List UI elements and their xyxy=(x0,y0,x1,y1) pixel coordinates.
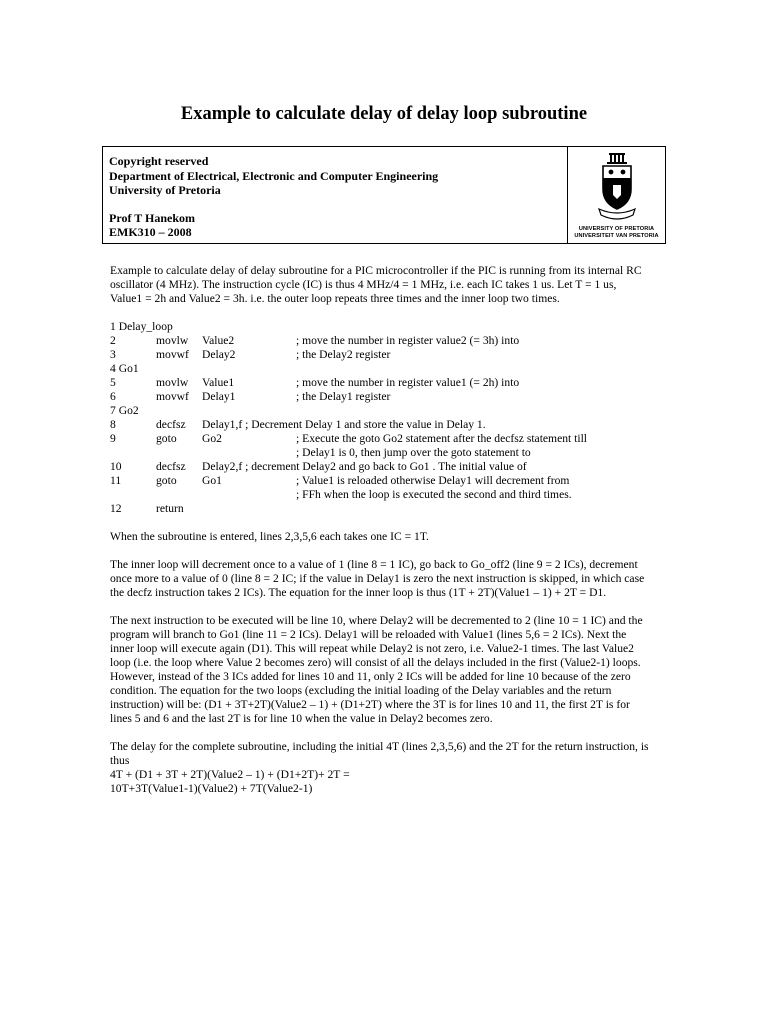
code-line: 12 return xyxy=(110,502,184,515)
intro-paragraph: Example to calculate delay of delay subroutine for a PIC microcontroller if the PIC is running from its internal RC oscillator (4 MHz). The instruction cycle (IC) is thus 4 MHz/4 = 1 MHz, i.e. each IC takes 1 us. Let T = 1 us, Value1 = 2h and Value2 = 3h. i.e. the outer loop repeats three times and the inner loop two times. xyxy=(110,264,642,305)
paragraph-outer-loop: The next instruction to be executed will be line 10, where Delay2 will be decremented to 2 (line 10 = 1 IC) and the program will branch to Go1 (line 11 = 2 ICs). Delay1 will be reloaded with Value1 (lines 5,6 = 2 ICs). Next the inner loop will execute again (D1). This will repeat while Delay2 is not zero, i.e. Value2-1 times. The last Value2 loop (i.e. the loop where Value 2 becomes zero) will consist of all the delays included in the first (Value2-1) loops. However, instead of the 3 ICs added for lines 10 and 11, only 2 ICs will be added for line 10 because of the zero condition. The equation for the two loops (excluding the initial loading of the Delay variables and the return instruction) will be: (D1 + 3T+2T)(Value2 – 1) + (D1+2T) where the 3T is for lines 10 and 11, the first 2T is for lines 5 and 6 and the last 2T is for line 10 when the value in Delay2 becomes zero. xyxy=(110,614,643,725)
document-body xyxy=(110,264,650,796)
university-crest-icon xyxy=(597,151,637,223)
equation-line-2: 10T+3T(Value1-1)(Value2) + 7T(Value2-1) xyxy=(110,782,313,795)
code-line: 11 goto Go1 ; Value1 is reloaded otherwise Delay1 will decrement from xyxy=(110,474,570,487)
code-line: 6 movwf Delay1 ; the Delay1 register xyxy=(110,390,391,403)
code-line: 2 movlw Value2 ; move the number in register value2 (= 3h) into xyxy=(110,334,520,347)
code-line: ; Delay1 is 0, then jump over the goto statement to xyxy=(296,446,531,459)
department-line: Department of Electrical, Electronic and Computer Engineering xyxy=(109,168,439,183)
paragraph-inner-loop: The inner loop will decrement once to a value of 1 (line 8 = 1 IC), go back to Go_off2 (line 9 = 2 ICs), decrement once more to a value of 0 (line 8 = 2 IC; if the value in Delay1 is zero the next instruction is skipped, in which case the decfz instruction takes 2 ICs). The equation for the inner loop is thus (1T + 2T)(Value1 – 1) + 2T = D1. xyxy=(110,558,645,599)
university-logo xyxy=(568,147,665,243)
code-line: 4 Go1 xyxy=(110,362,139,375)
copyright-line: Copyright reserved xyxy=(109,154,209,168)
paragraph-total-delay: The delay for the complete subroutine, including the initial 4T (lines 2,3,5,6) and the 2T for the return instruction, is thus xyxy=(110,740,649,767)
code-listing xyxy=(110,320,650,516)
university-line: University of Pretoria xyxy=(109,183,221,197)
code-line: 10 decfsz Delay2,f ; decrement Delay2 and go back to Go1 . The initial value of xyxy=(110,460,527,473)
code-line: 7 Go2 xyxy=(110,404,139,417)
code-line: ; FFh when the loop is executed the second and third times. xyxy=(296,488,572,501)
paragraph-subroutine-entry: When the subroutine is entered, lines 2,3,5,6 each takes one IC = 1T. xyxy=(110,530,429,543)
code-line: 9 goto Go2 ; Execute the goto Go2 statement after the decfsz statement till xyxy=(110,432,588,445)
author-line: Prof T Hanekom xyxy=(109,210,196,225)
code-line: 1 Delay_loop xyxy=(110,320,173,333)
code-line: 5 movlw Value1 ; move the number in register value1 (= 2h) into xyxy=(110,376,520,389)
course-line: EMK310 – 2008 xyxy=(109,225,192,239)
page-title: Example to calculate delay of delay loop subroutine xyxy=(180,104,588,124)
logo-text-english: UNIVERSITY OF PRETORIA xyxy=(578,226,655,232)
equation-line-1: 4T + (D1 + 3T + 2T)(Value2 – 1) + (D1+2T)+ 2T = xyxy=(110,768,350,781)
header-info xyxy=(109,154,438,240)
code-line: 8 decfsz Delay1,f ; Decrement Delay 1 and store the value in Delay 1. xyxy=(110,418,486,431)
code-line: 3 movwf Delay2 ; the Delay2 register xyxy=(110,348,391,361)
document-header xyxy=(102,146,666,244)
logo-text-afrikaans: UNIVERSITEIT VAN PRETORIA xyxy=(574,233,659,239)
